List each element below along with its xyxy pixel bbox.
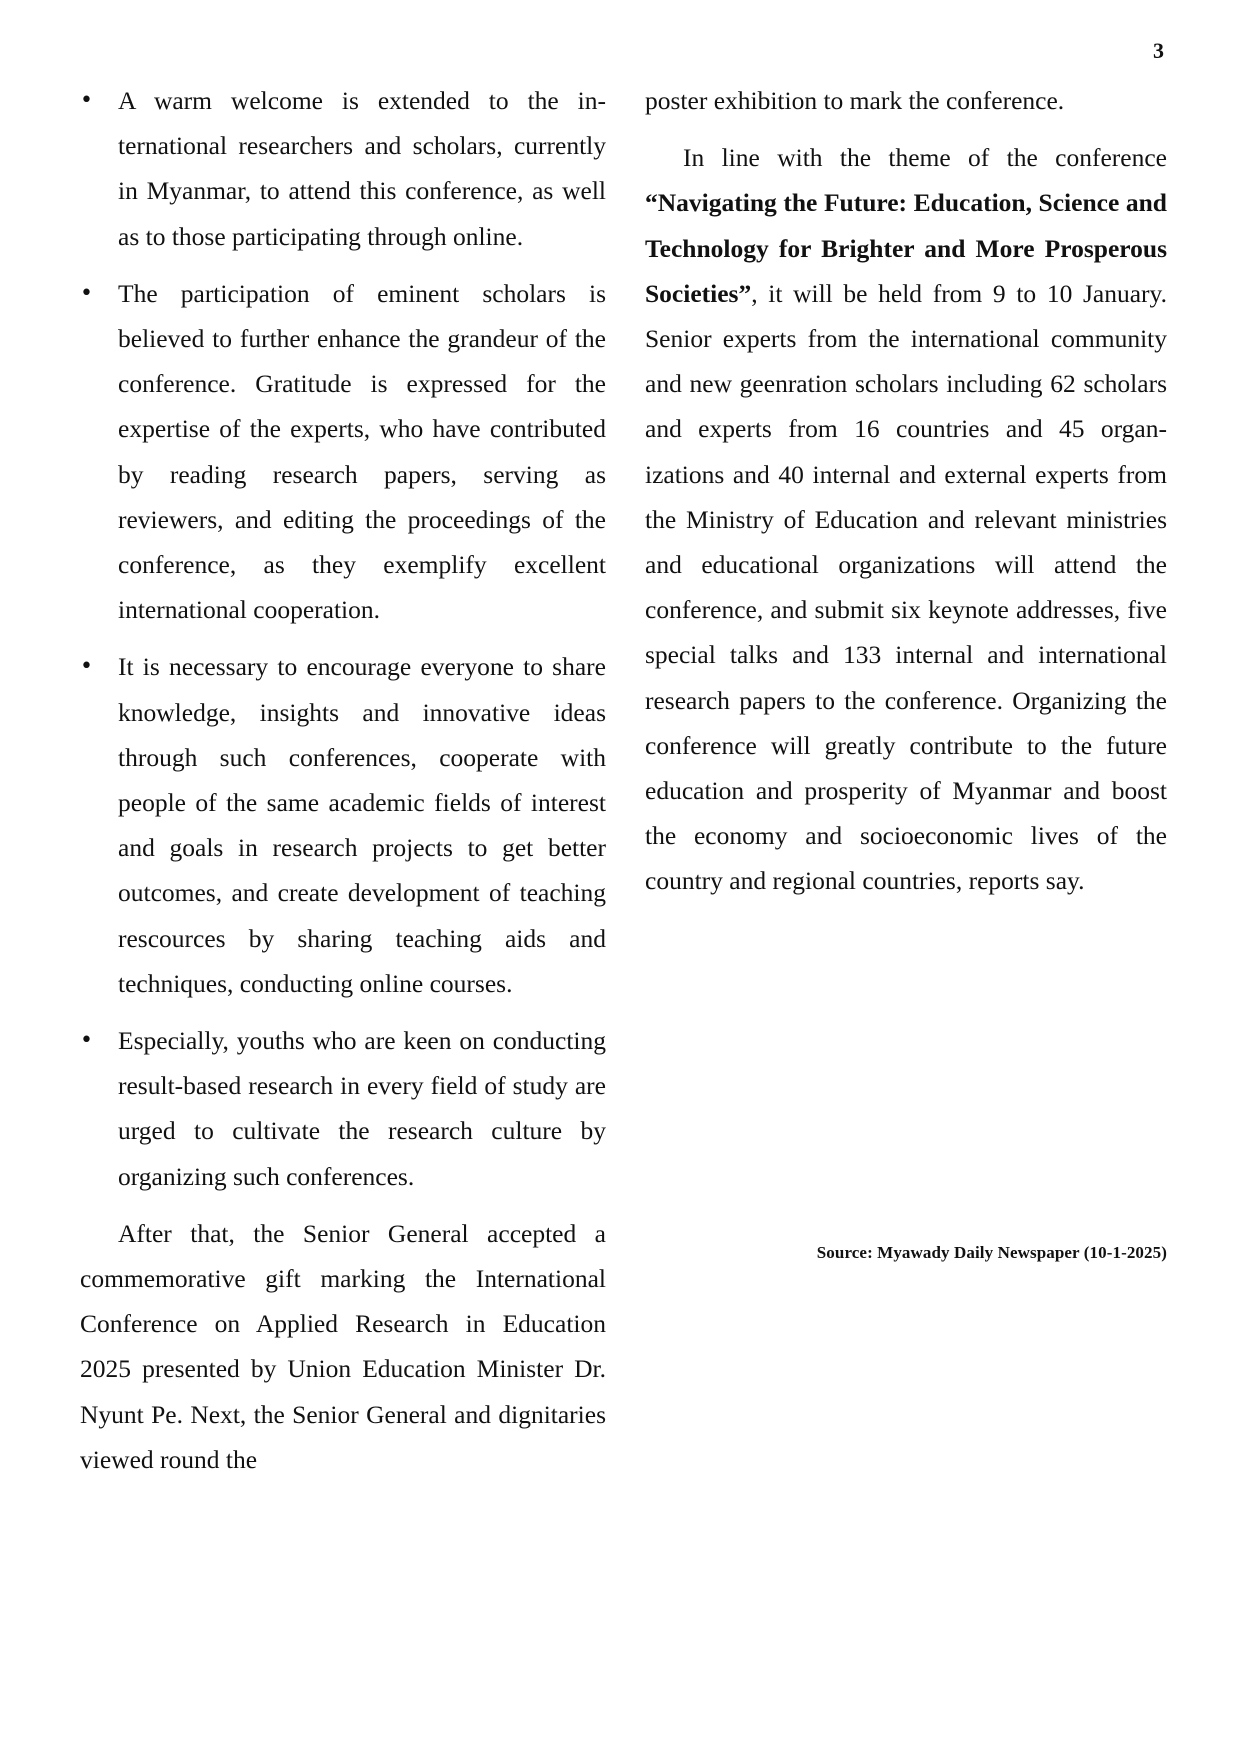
conference-paragraph bbox=[645, 135, 1167, 903]
source-credit: Source: Myawady Daily Newspaper (10-1-2025) bbox=[816, 1243, 1167, 1262]
paragraph-intro: In line with the theme of the conference bbox=[683, 143, 1167, 173]
right-column bbox=[645, 78, 1167, 904]
bullet-list bbox=[80, 78, 606, 1199]
list-item: • A warm welcome is extended to the international researchers and scholars, currently in Myanmar, to attend this conference, as well as to those participating through online. bbox=[80, 78, 606, 259]
continuation-text: poster exhibition to mark the conference. bbox=[645, 86, 1065, 115]
page-number: 3 bbox=[1153, 38, 1164, 63]
body-paragraph: After that, the Senior General accepted a commemorative gift marking the International Conference on Applied Research in Education 2025 presented by Union Education Minister Dr. Nyunt Pe. Next, the Senior General and dignitaries viewed round the bbox=[80, 1218, 606, 1474]
list-item: • Especially, youths who are keen on conducting result-based research in every field of study are urged to cultivate the research culture by organizing such conferences. bbox=[80, 1018, 606, 1199]
paragraph-rest: , it will be held from 9 to 10 January. Senior experts from the international community and new geenration scholars including 62 scholars and experts from 16 countries and 45 organizations and 40 internal and external experts from the Ministry of Education and relevant ministries and educational organizations will attend the conference, and submit six keynote addresses, five special talks and 133 internal and international research papers to the conference. Organizing the conference will greatly contribute to the future education and prosperity of Myanmar and boost the economy and socioeconomic lives of the country and regional countries, reports say. bbox=[645, 278, 1167, 896]
list-item: • It is necessary to encourage everyone to share knowledge, insights and innovative ideas through such conferences, cooperate with people of the same academic fields of interest and goals in research projects to get better outcomes, and create development of teaching rescources by sharing teaching aids and techniques, conducting online courses. bbox=[80, 644, 606, 1006]
left-column bbox=[80, 78, 606, 1482]
conference-theme: “Navigating the Future: Education, Science and Technology for Brighter and More Prosperous Societies” bbox=[645, 188, 1167, 308]
list-item: • The participation of eminent scholars is believed to further enhance the grandeur of the conference. Gratitude is expressed for the expertise of the experts, who have contributed by reading research papers, serving as reviewers, and editing the proceedings of the conference, as they exemplify excellent international cooperation. bbox=[80, 271, 606, 633]
